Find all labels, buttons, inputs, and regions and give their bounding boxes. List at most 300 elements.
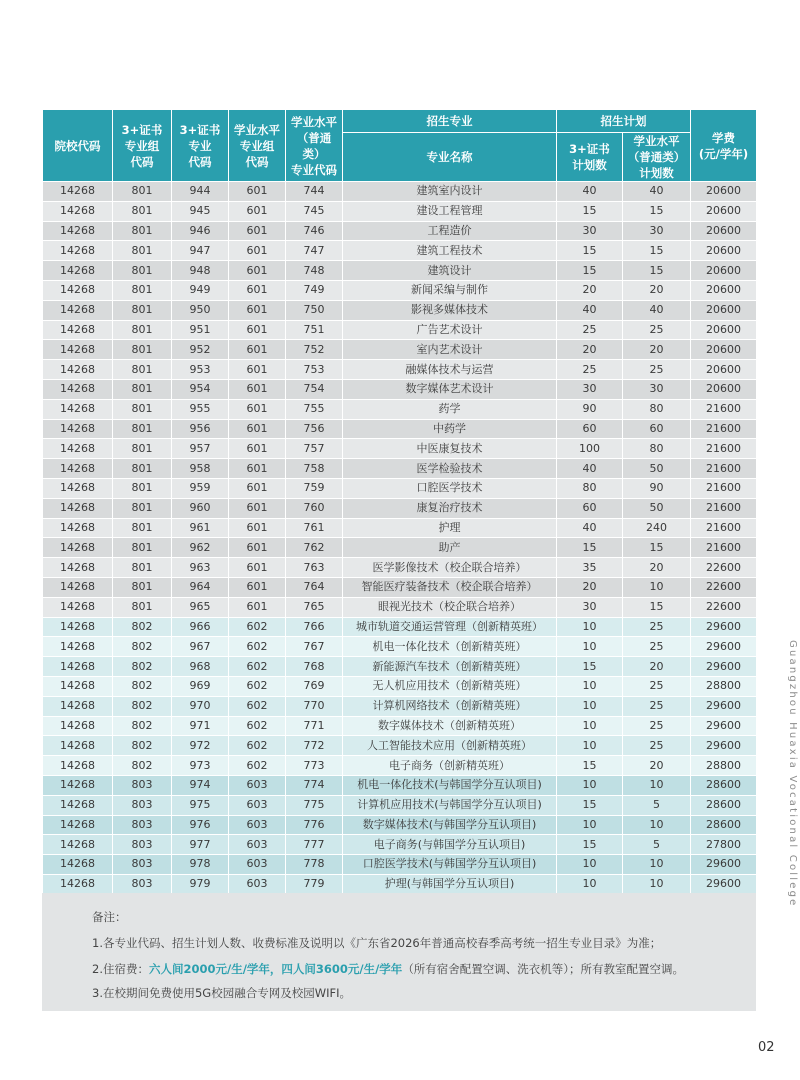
cell-cert-plan: 15 <box>557 657 623 677</box>
cell-cert-group-code: 803 <box>113 835 172 855</box>
cell-tuition: 21600 <box>691 419 757 439</box>
cell-level-plan: 25 <box>623 736 691 756</box>
cell-school-code: 14268 <box>43 340 113 360</box>
cell-major-name: 医学影像技术（校企联合培养） <box>343 558 557 578</box>
cell-level-group-code: 601 <box>229 261 286 281</box>
cell-major-name: 建筑工程技术 <box>343 241 557 261</box>
cell-tuition: 21600 <box>691 498 757 518</box>
cell-level-major-code: 778 <box>286 855 343 875</box>
cell-level-group-code: 601 <box>229 518 286 538</box>
cell-school-code: 14268 <box>43 261 113 281</box>
cell-cert-group-code: 801 <box>113 518 172 538</box>
table-header <box>43 110 757 182</box>
cell-level-group-code: 602 <box>229 756 286 776</box>
table-row <box>43 419 757 439</box>
cell-tuition: 20600 <box>691 280 757 300</box>
cell-cert-major-code: 945 <box>172 201 229 221</box>
cell-school-code: 14268 <box>43 498 113 518</box>
cell-level-group-code: 602 <box>229 676 286 696</box>
cell-cert-group-code: 801 <box>113 597 172 617</box>
cell-tuition: 22600 <box>691 577 757 597</box>
cell-cert-plan: 60 <box>557 498 623 518</box>
cell-cert-plan: 30 <box>557 597 623 617</box>
table-row <box>43 835 757 855</box>
cell-level-major-code: 753 <box>286 360 343 380</box>
cell-level-major-code: 766 <box>286 617 343 637</box>
cell-tuition: 28600 <box>691 775 757 795</box>
cell-cert-major-code: 959 <box>172 478 229 498</box>
cell-level-major-code: 749 <box>286 280 343 300</box>
cell-level-group-code: 602 <box>229 736 286 756</box>
cell-cert-group-code: 802 <box>113 657 172 677</box>
cell-level-group-code: 601 <box>229 478 286 498</box>
cell-tuition: 22600 <box>691 597 757 617</box>
cell-level-plan: 30 <box>623 221 691 241</box>
cell-level-plan: 5 <box>623 835 691 855</box>
cell-cert-major-code: 956 <box>172 419 229 439</box>
cell-cert-group-code: 801 <box>113 478 172 498</box>
cell-cert-group-code: 802 <box>113 617 172 637</box>
cell-level-plan: 10 <box>623 815 691 835</box>
cell-cert-group-code: 801 <box>113 577 172 597</box>
table-row <box>43 459 757 479</box>
table-row <box>43 696 757 716</box>
table-row <box>43 716 757 736</box>
cell-school-code: 14268 <box>43 696 113 716</box>
cell-tuition: 20600 <box>691 201 757 221</box>
cell-level-major-code: 746 <box>286 221 343 241</box>
table-row <box>43 300 757 320</box>
cell-cert-group-code: 801 <box>113 182 172 202</box>
cell-school-code: 14268 <box>43 756 113 776</box>
table-row <box>43 657 757 677</box>
cell-cert-group-code: 801 <box>113 419 172 439</box>
cell-level-plan: 80 <box>623 439 691 459</box>
cell-cert-plan: 10 <box>557 874 623 894</box>
header-major-group: 招生专业 <box>343 110 557 133</box>
cell-level-plan: 10 <box>623 577 691 597</box>
cell-cert-group-code: 802 <box>113 756 172 776</box>
cell-level-major-code: 767 <box>286 637 343 657</box>
cell-level-plan: 25 <box>623 696 691 716</box>
college-name-vertical: Guangzhou Huaxia Vocational College <box>787 640 798 908</box>
cell-level-plan: 40 <box>623 300 691 320</box>
cell-cert-major-code: 958 <box>172 459 229 479</box>
cell-cert-plan: 15 <box>557 795 623 815</box>
cell-level-plan: 80 <box>623 399 691 419</box>
cell-level-plan: 5 <box>623 795 691 815</box>
cell-cert-plan: 15 <box>557 835 623 855</box>
table-row <box>43 597 757 617</box>
cell-level-major-code: 773 <box>286 756 343 776</box>
cell-cert-group-code: 801 <box>113 340 172 360</box>
cell-level-plan: 50 <box>623 498 691 518</box>
cell-cert-plan: 15 <box>557 538 623 558</box>
table-row <box>43 874 757 894</box>
cell-level-major-code: 754 <box>286 379 343 399</box>
cell-level-plan: 50 <box>623 459 691 479</box>
cell-level-group-code: 601 <box>229 182 286 202</box>
cell-tuition: 29600 <box>691 716 757 736</box>
cell-school-code: 14268 <box>43 221 113 241</box>
cell-level-group-code: 601 <box>229 201 286 221</box>
cell-level-plan: 15 <box>623 597 691 617</box>
cell-level-major-code: 779 <box>286 874 343 894</box>
cell-level-plan: 15 <box>623 538 691 558</box>
cell-tuition: 21600 <box>691 399 757 419</box>
cell-level-major-code: 756 <box>286 419 343 439</box>
cell-cert-major-code: 949 <box>172 280 229 300</box>
cell-cert-group-code: 801 <box>113 558 172 578</box>
cell-school-code: 14268 <box>43 617 113 637</box>
cell-tuition: 29600 <box>691 637 757 657</box>
cell-cert-plan: 30 <box>557 221 623 241</box>
cell-cert-group-code: 802 <box>113 637 172 657</box>
cell-level-plan: 25 <box>623 617 691 637</box>
table-row <box>43 221 757 241</box>
cell-school-code: 14268 <box>43 716 113 736</box>
cell-cert-group-code: 803 <box>113 815 172 835</box>
cell-tuition: 29600 <box>691 657 757 677</box>
notes-title: 备注： <box>92 910 127 924</box>
cell-level-plan: 10 <box>623 874 691 894</box>
cell-cert-group-code: 801 <box>113 399 172 419</box>
note-3: 3.在校期间免费使用5G校园融合专网及校园WIFI。 <box>92 986 351 1000</box>
cell-major-name: 护理(与韩国学分互认项目) <box>343 874 557 894</box>
cell-cert-major-code: 947 <box>172 241 229 261</box>
cell-major-name: 建设工程管理 <box>343 201 557 221</box>
cell-level-group-code: 601 <box>229 459 286 479</box>
table-row <box>43 320 757 340</box>
cell-tuition: 29600 <box>691 736 757 756</box>
cell-cert-group-code: 801 <box>113 459 172 479</box>
cell-level-plan: 90 <box>623 478 691 498</box>
cell-level-major-code: 747 <box>286 241 343 261</box>
cell-level-major-code: 750 <box>286 300 343 320</box>
table-row <box>43 182 757 202</box>
cell-cert-group-code: 803 <box>113 874 172 894</box>
cell-level-group-code: 601 <box>229 538 286 558</box>
header-school-code: 院校代码 <box>43 110 113 182</box>
cell-major-name: 医学检验技术 <box>343 459 557 479</box>
table-row <box>43 815 757 835</box>
cell-cert-major-code: 946 <box>172 221 229 241</box>
cell-level-major-code: 777 <box>286 835 343 855</box>
cell-tuition: 29600 <box>691 696 757 716</box>
cell-school-code: 14268 <box>43 419 113 439</box>
cell-cert-plan: 10 <box>557 696 623 716</box>
cell-major-name: 数字媒体技术(与韩国学分互认项目) <box>343 815 557 835</box>
cell-cert-plan: 20 <box>557 280 623 300</box>
cell-cert-major-code: 963 <box>172 558 229 578</box>
cell-school-code: 14268 <box>43 657 113 677</box>
cell-school-code: 14268 <box>43 459 113 479</box>
cell-tuition: 27800 <box>691 835 757 855</box>
cell-cert-plan: 15 <box>557 756 623 776</box>
cell-level-group-code: 601 <box>229 558 286 578</box>
table-row <box>43 439 757 459</box>
cell-major-name: 室内艺术设计 <box>343 340 557 360</box>
cell-level-major-code: 770 <box>286 696 343 716</box>
cell-cert-major-code: 948 <box>172 261 229 281</box>
cell-school-code: 14268 <box>43 399 113 419</box>
cell-major-name: 电子商务(与韩国学分互认项目) <box>343 835 557 855</box>
cell-cert-group-code: 802 <box>113 676 172 696</box>
table-row <box>43 201 757 221</box>
cell-cert-group-code: 803 <box>113 855 172 875</box>
cell-cert-major-code: 954 <box>172 379 229 399</box>
cell-level-major-code: 768 <box>286 657 343 677</box>
cell-major-name: 康复治疗技术 <box>343 498 557 518</box>
table-row <box>43 637 757 657</box>
cell-cert-major-code: 962 <box>172 538 229 558</box>
cell-school-code: 14268 <box>43 558 113 578</box>
cell-level-group-code: 601 <box>229 340 286 360</box>
cell-level-major-code: 775 <box>286 795 343 815</box>
cell-cert-plan: 10 <box>557 716 623 736</box>
cell-level-major-code: 758 <box>286 459 343 479</box>
cell-cert-major-code: 978 <box>172 855 229 875</box>
cell-school-code: 14268 <box>43 874 113 894</box>
cell-tuition: 28600 <box>691 795 757 815</box>
cell-major-name: 电子商务（创新精英班） <box>343 756 557 776</box>
cell-major-name: 眼视光技术（校企联合培养） <box>343 597 557 617</box>
cell-level-group-code: 603 <box>229 815 286 835</box>
table-row <box>43 399 757 419</box>
table-row <box>43 676 757 696</box>
cell-school-code: 14268 <box>43 538 113 558</box>
page-number: 02 <box>758 1040 775 1055</box>
cell-major-name: 工程造价 <box>343 221 557 241</box>
cell-cert-major-code: 977 <box>172 835 229 855</box>
table-row <box>43 795 757 815</box>
cell-level-group-code: 601 <box>229 221 286 241</box>
table-row <box>43 478 757 498</box>
cell-level-group-code: 601 <box>229 241 286 261</box>
cell-cert-group-code: 802 <box>113 716 172 736</box>
cell-major-name: 影视多媒体技术 <box>343 300 557 320</box>
cell-school-code: 14268 <box>43 597 113 617</box>
cell-cert-major-code: 979 <box>172 874 229 894</box>
cell-level-major-code: 755 <box>286 399 343 419</box>
cell-school-code: 14268 <box>43 379 113 399</box>
cell-major-name: 口腔医学技术 <box>343 478 557 498</box>
cell-cert-group-code: 801 <box>113 241 172 261</box>
cell-tuition: 21600 <box>691 459 757 479</box>
cell-major-name: 城市轨道交通运营管理（创新精英班） <box>343 617 557 637</box>
cell-major-name: 口腔医学技术(与韩国学分互认项目) <box>343 855 557 875</box>
cell-cert-group-code: 801 <box>113 538 172 558</box>
cell-school-code: 14268 <box>43 736 113 756</box>
cell-level-major-code: 744 <box>286 182 343 202</box>
cell-tuition: 20600 <box>691 241 757 261</box>
cell-major-name: 融媒体技术与运营 <box>343 360 557 380</box>
cell-level-plan: 240 <box>623 518 691 538</box>
cell-cert-plan: 60 <box>557 419 623 439</box>
cell-major-name: 新闻采编与制作 <box>343 280 557 300</box>
cell-cert-major-code: 966 <box>172 617 229 637</box>
cell-level-group-code: 602 <box>229 716 286 736</box>
cell-cert-major-code: 951 <box>172 320 229 340</box>
cell-level-group-code: 601 <box>229 419 286 439</box>
cell-major-name: 数字媒体艺术设计 <box>343 379 557 399</box>
enrollment-table-container <box>42 109 756 895</box>
cell-level-group-code: 603 <box>229 855 286 875</box>
cell-cert-major-code: 961 <box>172 518 229 538</box>
table-row <box>43 855 757 875</box>
cell-tuition: 20600 <box>691 320 757 340</box>
cell-major-name: 助产 <box>343 538 557 558</box>
cell-major-name: 新能源汽车技术（创新精英班） <box>343 657 557 677</box>
cell-school-code: 14268 <box>43 439 113 459</box>
table-row <box>43 558 757 578</box>
cell-major-name: 建筑室内设计 <box>343 182 557 202</box>
cell-school-code: 14268 <box>43 320 113 340</box>
cell-level-group-code: 602 <box>229 657 286 677</box>
cell-level-group-code: 601 <box>229 498 286 518</box>
cell-cert-major-code: 955 <box>172 399 229 419</box>
cell-cert-plan: 15 <box>557 241 623 261</box>
cell-tuition: 22600 <box>691 558 757 578</box>
cell-school-code: 14268 <box>43 201 113 221</box>
cell-cert-major-code: 950 <box>172 300 229 320</box>
cell-level-group-code: 602 <box>229 696 286 716</box>
cell-level-group-code: 603 <box>229 835 286 855</box>
cell-cert-major-code: 973 <box>172 756 229 776</box>
cell-cert-plan: 10 <box>557 815 623 835</box>
cell-level-major-code: 762 <box>286 538 343 558</box>
cell-cert-group-code: 801 <box>113 498 172 518</box>
cell-school-code: 14268 <box>43 855 113 875</box>
cell-cert-group-code: 801 <box>113 320 172 340</box>
cell-level-plan: 15 <box>623 201 691 221</box>
cell-level-plan: 30 <box>623 379 691 399</box>
cell-school-code: 14268 <box>43 835 113 855</box>
cell-cert-plan: 40 <box>557 300 623 320</box>
cell-level-group-code: 602 <box>229 617 286 637</box>
cell-level-major-code: 759 <box>286 478 343 498</box>
cell-level-group-code: 601 <box>229 577 286 597</box>
header-level-plan: 学业水平 （普通类） 计划数 <box>623 133 691 182</box>
note-2-prefix: 2.住宿费： <box>92 962 149 976</box>
cell-cert-major-code: 965 <box>172 597 229 617</box>
table-row <box>43 756 757 776</box>
cell-tuition: 29600 <box>691 617 757 637</box>
cell-level-plan: 25 <box>623 320 691 340</box>
cell-cert-group-code: 801 <box>113 360 172 380</box>
cell-cert-plan: 30 <box>557 379 623 399</box>
cell-cert-group-code: 801 <box>113 379 172 399</box>
cell-level-major-code: 752 <box>286 340 343 360</box>
cell-cert-major-code: 969 <box>172 676 229 696</box>
cell-cert-major-code: 972 <box>172 736 229 756</box>
table-row <box>43 379 757 399</box>
table-row <box>43 241 757 261</box>
note-2 <box>92 961 684 977</box>
cell-school-code: 14268 <box>43 577 113 597</box>
cell-major-name: 药学 <box>343 399 557 419</box>
cell-cert-plan: 10 <box>557 637 623 657</box>
cell-major-name: 中药学 <box>343 419 557 439</box>
cell-level-plan: 25 <box>623 360 691 380</box>
cell-tuition: 29600 <box>691 855 757 875</box>
cell-cert-plan: 25 <box>557 320 623 340</box>
cell-cert-plan: 10 <box>557 617 623 637</box>
cell-cert-group-code: 801 <box>113 201 172 221</box>
cell-tuition: 28600 <box>691 815 757 835</box>
enrollment-table <box>42 109 757 895</box>
table-row <box>43 280 757 300</box>
header-tuition: 学费 (元/学年) <box>691 110 757 182</box>
cell-tuition: 28800 <box>691 756 757 776</box>
cell-cert-major-code: 953 <box>172 360 229 380</box>
cell-level-plan: 15 <box>623 261 691 281</box>
cell-level-major-code: 751 <box>286 320 343 340</box>
note-2-suffix: （所有宿舍配置空调、洗衣机等）；所有教室配置空调。 <box>402 962 685 976</box>
cell-cert-plan: 40 <box>557 182 623 202</box>
cell-level-group-code: 601 <box>229 300 286 320</box>
cell-cert-plan: 15 <box>557 261 623 281</box>
cell-level-plan: 15 <box>623 241 691 261</box>
header-level-group-code: 学业水平 专业组 代码 <box>229 110 286 182</box>
cell-school-code: 14268 <box>43 676 113 696</box>
cell-tuition: 20600 <box>691 261 757 281</box>
cell-level-plan: 25 <box>623 676 691 696</box>
cell-cert-major-code: 970 <box>172 696 229 716</box>
notes-box <box>42 893 756 1011</box>
cell-school-code: 14268 <box>43 795 113 815</box>
cell-level-group-code: 601 <box>229 360 286 380</box>
cell-major-name: 建筑设计 <box>343 261 557 281</box>
cell-cert-plan: 35 <box>557 558 623 578</box>
cell-level-group-code: 603 <box>229 874 286 894</box>
cell-level-group-code: 601 <box>229 280 286 300</box>
header-major-name: 专业名称 <box>343 133 557 182</box>
cell-cert-major-code: 971 <box>172 716 229 736</box>
cell-level-major-code: 772 <box>286 736 343 756</box>
table-row <box>43 617 757 637</box>
cell-level-major-code: 761 <box>286 518 343 538</box>
cell-tuition: 21600 <box>691 439 757 459</box>
header-plan-group: 招生计划 <box>557 110 691 133</box>
cell-cert-group-code: 803 <box>113 775 172 795</box>
cell-level-major-code: 745 <box>286 201 343 221</box>
cell-cert-plan: 40 <box>557 459 623 479</box>
cell-cert-plan: 80 <box>557 478 623 498</box>
cell-major-name: 计算机网络技术（创新精英班） <box>343 696 557 716</box>
cell-level-group-code: 601 <box>229 320 286 340</box>
cell-major-name: 智能医疗装备技术（校企联合培养） <box>343 577 557 597</box>
cell-cert-group-code: 801 <box>113 280 172 300</box>
cell-major-name: 护理 <box>343 518 557 538</box>
cell-cert-major-code: 960 <box>172 498 229 518</box>
cell-tuition: 21600 <box>691 518 757 538</box>
table-row <box>43 577 757 597</box>
cell-level-major-code: 764 <box>286 577 343 597</box>
cell-school-code: 14268 <box>43 637 113 657</box>
cell-cert-group-code: 801 <box>113 261 172 281</box>
cell-cert-plan: 40 <box>557 518 623 538</box>
cell-cert-major-code: 974 <box>172 775 229 795</box>
cell-tuition: 28800 <box>691 676 757 696</box>
cell-level-major-code: 769 <box>286 676 343 696</box>
cell-cert-plan: 20 <box>557 340 623 360</box>
table-row <box>43 518 757 538</box>
cell-cert-group-code: 801 <box>113 439 172 459</box>
cell-school-code: 14268 <box>43 360 113 380</box>
cell-school-code: 14268 <box>43 478 113 498</box>
cell-cert-plan: 15 <box>557 201 623 221</box>
